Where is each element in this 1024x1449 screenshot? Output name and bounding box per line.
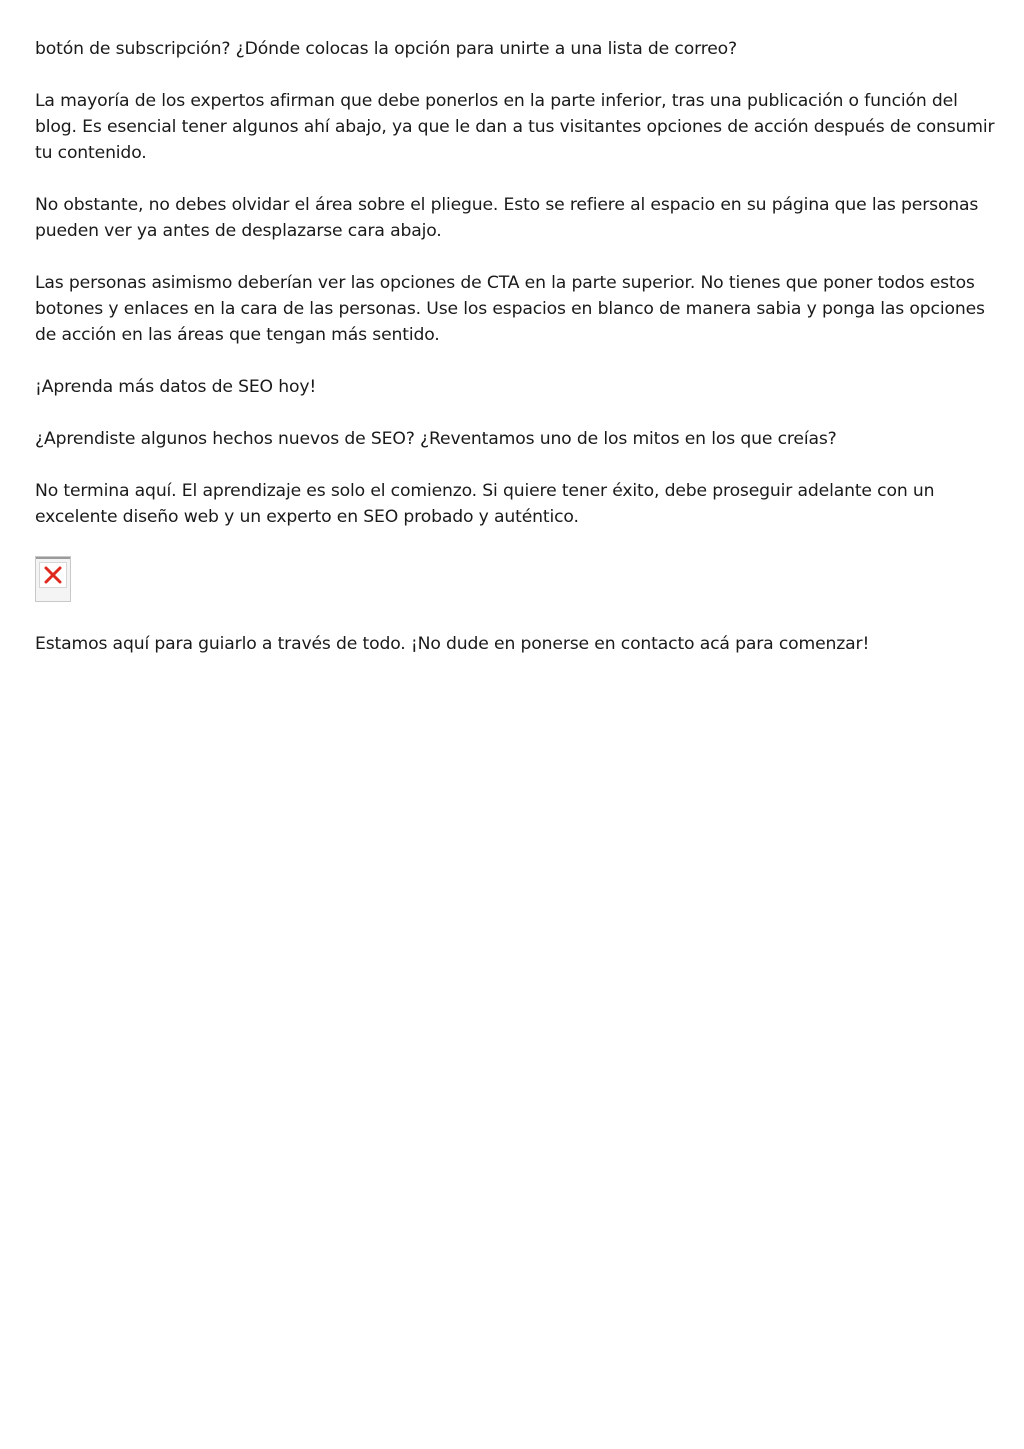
paragraph-subscription-question: botón de subscripción? ¿Dónde colocas la opción para unirte a una lista de correo? (35, 39, 737, 59)
paragraph-learn-more-heading: ¡Aprenda más datos de SEO hoy! (35, 377, 317, 397)
image-error-x-icon (43, 566, 63, 584)
paragraph-cta-options: Las personas asimismo deberían ver las opciones de CTA en la parte superior. No tienes que poner todos estos botones y enlaces en la cara de las personas. Use los espacios en blanco de manera sabia y ponga las opciones de acción en las áreas que tengan más sentido. (35, 273, 985, 345)
paragraph-learned-facts: ¿Aprendiste algunos hechos nuevos de SEO? ¿Reventamos uno de los mitos en los que creías? (35, 429, 837, 449)
image-frame-topbar (36, 557, 70, 559)
paragraph-experts-bottom: La mayoría de los expertos afirman que debe ponerlos en la parte inferior, tras una publicación o función del blog. Es esencial tener algunos ahí abajo, ya que le dan a tus visitantes opciones de acción después de consumir tu contenido. (35, 91, 995, 163)
document-page (35, 36, 995, 683)
paragraph-closing-contact: Estamos aquí para guiarlo a través de todo. ¡No dude en ponerse en contacto acá para comenzar! (35, 634, 870, 654)
paragraph-not-ending: No termina aquí. El aprendizaje es solo el comienzo. Si quiere tener éxito, debe proseguir adelante con un excelente diseño web y un experto en SEO probado y auténtico. (35, 481, 935, 527)
broken-image-icon (35, 556, 71, 602)
paragraph-above-fold: No obstante, no debes olvidar el área sobre el pliegue. Esto se refiere al espacio en su página que las personas pueden ver ya antes de desplazarse cara abajo. (35, 195, 979, 241)
